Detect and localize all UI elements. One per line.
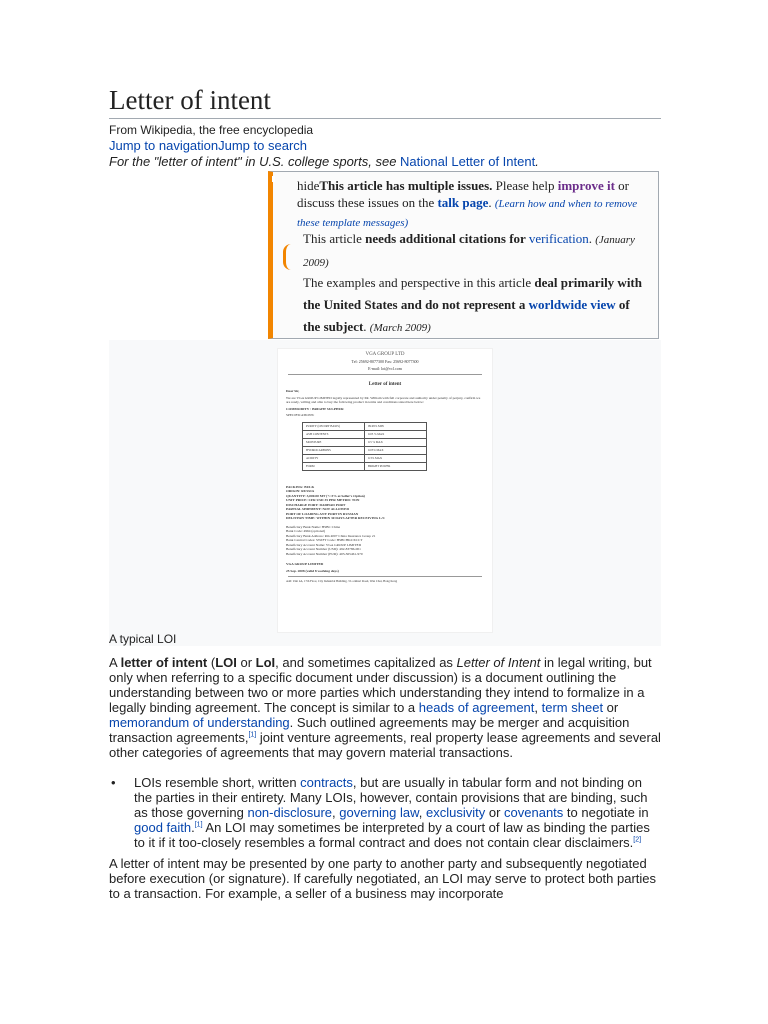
issues-header [297,177,653,232]
jump-links [109,138,661,153]
doc-contact: Tel: 25692-8077300 Fax: 25692-8077300 [351,359,419,364]
term-bold: LOI [215,655,237,670]
doc-term: DISCHARGE PORT: DADHAD PORT [286,502,346,507]
verification-link[interactable]: verification [528,231,589,246]
term-italic: Letter of Intent [456,655,541,670]
doc-cell: 99.99% MIN [365,422,427,430]
msg1-date: (January 2009) [303,234,635,269]
hatnote [109,154,661,169]
jump-to-search-link[interactable]: Jump to search [218,138,307,153]
figure-caption: A typical LOI [109,632,177,646]
doc-term: Bank Central Codes: SWIFT Code: HSBCHKCXCCT [286,538,363,542]
doc-term: Beneficiary Account Number (USD): 492-83786-001 [286,547,361,551]
jump-to-navigation-link[interactable]: Jump to navigation [109,138,219,153]
msg1-text: This article [303,231,366,246]
doc-cell: MOISTURE [303,438,365,446]
doc-term: Bank Code: 4964 (optional) [286,529,326,533]
text: An LOI may sometimes be interpreted by a court of law as binding the parties to it if it too-closely resembles a formal contract and does not contain clear disclaimers. [134,820,650,850]
doc-cell: BRIGHT POWER [365,462,427,470]
article-header [109,84,661,169]
doc-divider [288,374,482,375]
doc-term: Beneficiary Account Name: VGA GROUP LIMITED [286,542,362,547]
doc-terms [278,485,492,557]
term-bold: LoI [255,655,276,670]
msg2-period: . [363,319,370,334]
text: ( [207,655,216,670]
text: . [191,820,195,835]
text: , [332,805,340,820]
please-help-text: Please help [492,178,558,193]
governing-law-link[interactable]: governing law [339,805,419,820]
doc-spec-table [302,422,427,471]
doc-footer: Add: Unit 4A, 17th Floor, City Industrial Building, 3 Lockhart Road, Wan Chai, Hong Kong [286,579,398,583]
box-notch [272,176,275,182]
list-item [109,775,661,850]
doc-cell: HYDROCARBONS [303,446,365,454]
text: to negotiate in [563,805,649,820]
msg1-bold: needs additional citations for [365,231,529,246]
text: , but are usually in tabular form and not binding on the parties in their entirety. Many LOIs, however, contain provisions that are binding, such as those governing [134,775,648,820]
term-bold: letter of intent [120,655,208,670]
worldwide-view-link[interactable]: worldwide view [528,297,616,312]
non-disclosure-link[interactable]: non-disclosure [247,805,333,820]
doc-cell: ACIDITY [303,454,365,462]
covenants-link[interactable]: covenants [504,805,564,820]
text: LOIs resemble short, written [134,775,301,790]
contracts-link[interactable]: contracts [300,775,353,790]
text: joint venture agreements, real property lease agreements and several other categories of agreements that may govern material transactions. [109,730,661,760]
doc-term: PARTIAL SHIPMENT: NOT ALLOWED [286,507,349,511]
bullet-list [109,775,661,850]
text: , and sometimes capitalized as [275,655,457,670]
page-title: Letter of intent [109,84,661,119]
multiple-issues-box [268,171,659,339]
msg2-text: The examples and perspective in this article [303,275,535,290]
doc-footer-line [288,576,482,577]
text: , [418,805,426,820]
doc-email: E-mail: loi@vcl.com [368,366,402,371]
msg2-date: (March 2009) [369,322,431,334]
text: in legal writing, but only when referring to a specific document under discussion) is a document outlining the understanding between two or more parties which understanding they intend to formalize in a legally binding agreement. The concept is similar to a [109,655,652,715]
doc-cell: 0.05% MAX [365,446,427,454]
site-tagline: From Wikipedia, the free encyclopedia [109,123,314,137]
msg1-period: . [588,231,596,246]
figure-thumbnail [109,340,661,646]
hatnote-text: For the "letter of intent" in U.S. college sports, see [109,154,401,169]
doc-cell: 0.5 % MAX [365,438,427,446]
doc-header: VGA GROUP LTD [365,352,405,357]
text: or [485,805,505,820]
reference-link[interactable]: [1] [194,821,203,829]
doc-term: PORT OF LOADING ANY PORT IN RUSSIAN [286,511,359,516]
bullet-icon: • [111,775,116,790]
doc-term: QUANTITY: 3,000.00 MT (+/-5% at Seller's Option) [286,493,365,498]
doc-title: Letter of intent [368,382,402,387]
doc-salutation: Dear Sir, [286,389,300,393]
doc-term: Beneficiary Account Number (EUR): 403-365461-970 [286,551,363,556]
doc-cell: ASH CONTENTS [303,430,365,438]
good-faith-link[interactable]: good faith [134,820,192,835]
citations-message [303,228,648,274]
reference-link[interactable]: [1] [248,731,257,739]
doc-date: 25 Sep. 2008 (valid 8 working days) [286,568,339,573]
paragraph-intro [109,655,661,760]
doc-term: Beneficiary Bank Address: Rm 4007 China Insurance Group 21 [286,533,376,538]
term-sheet-link[interactable]: term sheet [541,700,604,715]
doc-cell: FORM [303,462,365,470]
doc-intro: We are VGA GROUP LIMITED legally represented by Mr. William with full corporate and authority under penalty of perjury, confirm we are ready, willing and able to buy the following product in terms and conditions stated here below: [286,395,481,404]
doc-term: ORIGIN: RUSSIA [286,489,315,493]
text: A [109,655,121,670]
msg2-bold2: of the subject [303,297,630,334]
period: . [488,195,495,210]
learn-more-link[interactable]: (Learn how and when to remove these template messages) [297,198,638,229]
doc-term: UNIT PRICE: CFR USD 35 PER METRIC TON [286,498,360,502]
msg2-bold: deal primarily with the United States and do not represent a [303,275,642,312]
doc-cell: 0.05 % MAX [365,430,427,438]
globalize-message [303,272,648,339]
national-letter-of-intent-link[interactable]: National Letter of Intent [400,154,536,169]
doc-cell: 0.3% MAX [365,454,427,462]
doc-term: Beneficiary Bank Name: HSBC China [286,524,341,529]
doc-term: DELIVERY TIME: WITHIN 30 DAYS AFTER RECEIVING L/C [286,516,385,520]
improve-it-link[interactable]: improve it [557,178,615,193]
text: or [603,700,619,715]
issue-icon [283,244,294,270]
issues-title: This article has multiple issues. [319,178,493,193]
doc-specs: SPECIFICATIONS: [286,413,315,417]
reference-link[interactable]: [2] [633,836,642,844]
memorandum-of-understanding-link[interactable]: memorandum of understanding [109,715,290,730]
doc-signature: VGA GROUP LIMITED [286,562,324,566]
text: . Such outlined agreements may be merger and acquisition transaction agreements, [109,715,630,745]
doc-cell: PURITY (ON DRY BASIS) [303,422,365,430]
paragraph-second: A letter of intent may be presented by one party to another party and subsequently negotiated before execution (or signature). If carefully negotiated, an LOI may serve to protect both parties to a transaction. For example, a seller of a business may incorporate [109,856,657,901]
exclusivity-link[interactable]: exclusivity [425,805,486,820]
text: or [236,655,256,670]
heads-of-agreement-link[interactable]: heads of agreement [418,700,535,715]
loi-document-image[interactable] [277,348,493,633]
article-body [109,655,661,916]
text: , [534,700,542,715]
doc-commodity: COMMODITY : BRIGHT SULPHUR [286,406,344,411]
hide-toggle[interactable]: hide [297,178,320,193]
hatnote-period: . [535,154,539,169]
talk-page-link[interactable]: talk page [437,195,489,210]
doc-term: PACKING: BULK [286,484,315,489]
discuss-text: or discuss these issues on the [297,178,629,210]
